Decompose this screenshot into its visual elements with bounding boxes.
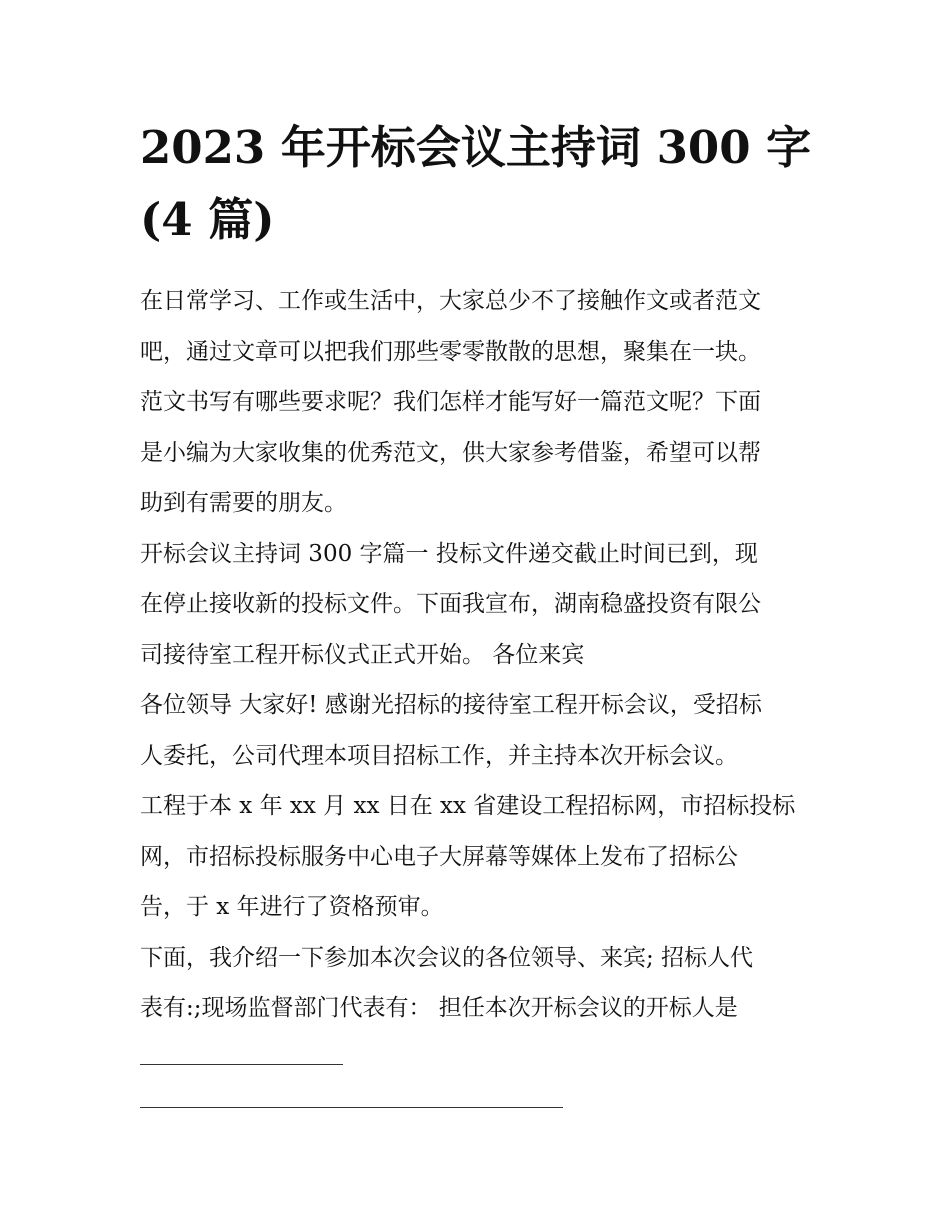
body-line: 是小编为大家收集的优秀范文，供大家参考借鉴，希望可以帮	[140, 439, 761, 466]
body-line: 人委托，公司代理本项目招标工作，并主持本次开标会议。	[140, 742, 738, 769]
body-line: 各位领导 大家好! 感谢光招标的接待室工程开标会议，受招标	[140, 692, 762, 718]
title-line-2: (4 篇)	[140, 193, 275, 246]
body-line: 在停止接收新的投标文件。下面我宣布，湖南稳盛投资有限公	[140, 591, 761, 617]
body-line: 下面，我介绍一下参加本次会议的各位领导、来宾; 招标人代	[140, 944, 754, 971]
blank-underline-short	[140, 1064, 343, 1065]
body-line: 工程于本 x 年 xx 月 xx 日在 xx 省建设工程招标网，市招标投标	[140, 793, 796, 819]
body-line: 范文书写有哪些要求呢？我们怎样才能写好一篇范文呢？下面	[140, 389, 761, 415]
title-line-1: 2023 年开标会议主持词 300 字	[140, 121, 812, 174]
body-line: 吧，通过文章可以把我们那些零零散散的思想，聚集在一块。	[140, 338, 761, 365]
document-body	[140, 276, 820, 1034]
document-title	[140, 112, 830, 256]
body-line: 开标会议主持词 300 字篇一 投标文件递交截止时间已到，现	[140, 540, 758, 567]
blank-underline-long	[140, 1107, 563, 1108]
body-line: 表有:;现场监督部门代表有： 担任本次开标会议的开标人是	[140, 995, 738, 1021]
body-line: 网，市招标投标服务中心电子大屏幕等媒体上发布了招标公	[140, 843, 738, 870]
body-line: 在日常学习、工作或生活中，大家总少不了接触作文或者范文	[140, 288, 761, 314]
body-line: 告，于 x 年进行了资格预审。	[140, 894, 444, 920]
body-line: 司接待室工程开标仪式正式开始。 各位来宾	[140, 641, 585, 668]
body-line: 助到有需要的朋友。	[140, 490, 347, 516]
